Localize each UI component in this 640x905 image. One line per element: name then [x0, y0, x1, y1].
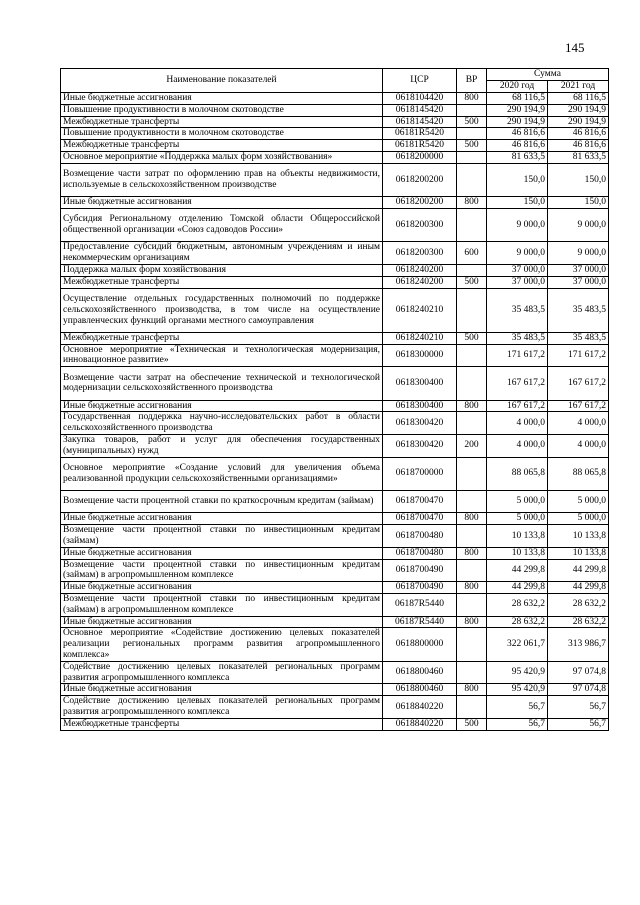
row-sum-2020: 171 617,2	[487, 344, 548, 367]
row-sum-2021: 9 000,0	[548, 242, 609, 265]
row-name: Осуществление отдельных государственных полномочий по поддержке сельскохозяйственного производства, в том числе на осуществление управленческих функций органами местного самоуправления	[61, 288, 383, 332]
row-vr	[457, 594, 487, 617]
table-row	[61, 616, 609, 628]
row-sum-2020: 37 000,0	[487, 276, 548, 288]
row-name: Государственная поддержка научно-исследовательских работ в области сельскохозяйственного производства	[61, 412, 383, 435]
row-name: Закупка товаров, работ и услуг для обеспечения государственных (муниципальных) нужд	[61, 434, 383, 457]
row-vr	[457, 525, 487, 548]
row-sum-2021: 4 000,0	[548, 412, 609, 435]
row-vr: 800	[457, 616, 487, 628]
row-name: Иные бюджетные ассигнования	[61, 582, 383, 594]
row-sum-2021: 4 000,0	[548, 434, 609, 457]
row-name: Основное мероприятие «Техническая и технологическая модернизация, инновационное развитие»	[61, 344, 383, 367]
row-sum-2021: 10 133,8	[548, 525, 609, 548]
row-code: 0618240210	[383, 288, 457, 332]
row-vr	[457, 457, 487, 490]
row-name: Межбюджетные трансферты	[61, 718, 383, 730]
row-code: 06187R5440	[383, 616, 457, 628]
row-sum-2020: 56,7	[487, 718, 548, 730]
row-code: 0618700490	[383, 559, 457, 582]
row-vr: 200	[457, 434, 487, 457]
row-vr	[457, 367, 487, 400]
table-row	[61, 594, 609, 617]
row-vr	[457, 696, 487, 719]
table-row	[61, 513, 609, 525]
table-row	[61, 490, 609, 513]
row-sum-2021: 5 000,0	[548, 513, 609, 525]
row-name: Иные бюджетные ассигнования	[61, 547, 383, 559]
row-code: 0618700000	[383, 457, 457, 490]
row-code: 0618240200	[383, 276, 457, 288]
table-row	[61, 128, 609, 140]
row-name: Основное мероприятие «Содействие достижению целевых показателей реализации региональных программ развития агропромышленного комплекса»	[61, 628, 383, 661]
row-code: 0618800000	[383, 628, 457, 661]
row-name: Возмещение части процентной ставки по инвестиционным кредитам (займам) в агропромышленном комплексе	[61, 559, 383, 582]
row-code: 0618200300	[383, 208, 457, 241]
row-sum-2021: 68 116,5	[548, 93, 609, 105]
row-vr: 800	[457, 684, 487, 696]
header-sum: Сумма	[487, 69, 609, 81]
row-name: Иные бюджетные ассигнования	[61, 684, 383, 696]
row-sum-2020: 9 000,0	[487, 208, 548, 241]
row-sum-2020: 150,0	[487, 197, 548, 209]
row-name: Иные бюджетные ассигнования	[61, 513, 383, 525]
row-name: Иные бюджетные ассигнования	[61, 400, 383, 412]
row-sum-2020: 4 000,0	[487, 412, 548, 435]
row-vr: 500	[457, 718, 487, 730]
row-sum-2020: 290 194,9	[487, 116, 548, 128]
row-sum-2020: 44 299,8	[487, 559, 548, 582]
header-year-2020: 2020 год	[487, 81, 548, 93]
row-name: Межбюджетные трансферты	[61, 140, 383, 152]
table-row	[61, 547, 609, 559]
row-vr	[457, 264, 487, 276]
row-sum-2020: 10 133,8	[487, 525, 548, 548]
row-code: 0618700480	[383, 525, 457, 548]
table-row	[61, 264, 609, 276]
row-code: 06181R5420	[383, 140, 457, 152]
row-vr	[457, 559, 487, 582]
row-name: Предоставление субсидий бюджетным, автономным учреждениям и иным некоммерческим организациям	[61, 242, 383, 265]
row-vr: 500	[457, 276, 487, 288]
row-sum-2021: 10 133,8	[548, 547, 609, 559]
row-sum-2020: 56,7	[487, 696, 548, 719]
row-sum-2020: 5 000,0	[487, 513, 548, 525]
row-name: Возмещение части затрат по оформлению прав на объекты недвижимости, используемые в сельскохозяйственном производстве	[61, 163, 383, 196]
row-sum-2020: 95 420,9	[487, 661, 548, 684]
row-sum-2020: 322 061,7	[487, 628, 548, 661]
table-row	[61, 208, 609, 241]
table-row	[61, 242, 609, 265]
row-vr: 800	[457, 197, 487, 209]
table-row	[61, 288, 609, 332]
table-row	[61, 412, 609, 435]
row-name: Содействие достижению целевых показателей региональных программ развития агропромышленного комплекса	[61, 696, 383, 719]
table-row	[61, 628, 609, 661]
row-sum-2020: 10 133,8	[487, 547, 548, 559]
row-vr: 800	[457, 582, 487, 594]
row-code: 0618700480	[383, 547, 457, 559]
row-sum-2021: 290 194,9	[548, 116, 609, 128]
table-row	[61, 140, 609, 152]
row-vr	[457, 163, 487, 196]
row-sum-2021: 97 074,8	[548, 684, 609, 696]
row-code: 0618800460	[383, 661, 457, 684]
row-code: 06181R5420	[383, 128, 457, 140]
row-sum-2020: 46 816,6	[487, 140, 548, 152]
row-sum-2020: 37 000,0	[487, 264, 548, 276]
row-sum-2021: 150,0	[548, 163, 609, 196]
row-vr	[457, 344, 487, 367]
row-vr: 600	[457, 242, 487, 265]
row-sum-2020: 28 632,2	[487, 594, 548, 617]
row-vr	[457, 490, 487, 513]
row-vr: 800	[457, 93, 487, 105]
row-vr	[457, 412, 487, 435]
row-name: Основное мероприятие «Создание условий для увеличения объема реализованной продукции сельскохозяйственными организациями»	[61, 457, 383, 490]
table-row	[61, 197, 609, 209]
row-vr: 500	[457, 140, 487, 152]
row-sum-2021: 313 986,7	[548, 628, 609, 661]
table-row	[61, 104, 609, 116]
row-code: 0618840220	[383, 718, 457, 730]
row-sum-2020: 95 420,9	[487, 684, 548, 696]
row-code: 0618200000	[383, 151, 457, 163]
row-sum-2021: 37 000,0	[548, 276, 609, 288]
table-row	[61, 400, 609, 412]
row-sum-2020: 68 116,5	[487, 93, 548, 105]
row-code: 0618700470	[383, 490, 457, 513]
row-code: 06187R5440	[383, 594, 457, 617]
row-name: Субсидия Региональному отделению Томской области Общероссийской общественной организации «Союз садоводов России»	[61, 208, 383, 241]
row-name: Повышение продуктивности в молочном скотоводстве	[61, 128, 383, 140]
row-name: Возмещение части процентной ставки по краткосрочным кредитам (займам)	[61, 490, 383, 513]
row-name: Иные бюджетные ассигнования	[61, 93, 383, 105]
row-vr	[457, 151, 487, 163]
row-sum-2021: 46 816,6	[548, 140, 609, 152]
row-sum-2021: 167 617,2	[548, 367, 609, 400]
row-sum-2020: 46 816,6	[487, 128, 548, 140]
row-name: Поддержка малых форм хозяйствования	[61, 264, 383, 276]
row-name: Повышение продуктивности в молочном скотоводстве	[61, 104, 383, 116]
row-name: Возмещение части процентной ставки по инвестиционным кредитам (займам)	[61, 525, 383, 548]
row-vr	[457, 661, 487, 684]
table-body	[61, 93, 609, 731]
header-code: ЦСР	[383, 69, 457, 93]
row-name: Возмещение части процентной ставки по инвестиционным кредитам (займам) в агропромышленном комплексе	[61, 594, 383, 617]
row-sum-2020: 167 617,2	[487, 367, 548, 400]
row-sum-2020: 35 483,5	[487, 332, 548, 344]
row-sum-2021: 56,7	[548, 696, 609, 719]
row-code: 0618300400	[383, 367, 457, 400]
row-sum-2021: 150,0	[548, 197, 609, 209]
table-row	[61, 457, 609, 490]
row-vr	[457, 628, 487, 661]
table-row	[61, 696, 609, 719]
row-vr	[457, 128, 487, 140]
row-sum-2021: 5 000,0	[548, 490, 609, 513]
table-row	[61, 163, 609, 196]
row-name: Межбюджетные трансферты	[61, 276, 383, 288]
row-code: 0618104420	[383, 93, 457, 105]
row-name: Возмещение части затрат на обеспечение технической и технологической модернизации сельскохозяйственного производства	[61, 367, 383, 400]
row-vr: 500	[457, 332, 487, 344]
row-name: Межбюджетные трансферты	[61, 116, 383, 128]
row-sum-2021: 167 617,2	[548, 400, 609, 412]
table-row	[61, 151, 609, 163]
page-number: 145	[565, 40, 585, 55]
row-sum-2021: 28 632,2	[548, 616, 609, 628]
row-sum-2020: 150,0	[487, 163, 548, 196]
row-code: 0618145420	[383, 104, 457, 116]
table-row	[61, 276, 609, 288]
row-code: 0618145420	[383, 116, 457, 128]
table-row	[61, 434, 609, 457]
row-sum-2020: 88 065,8	[487, 457, 548, 490]
row-code: 0618200300	[383, 242, 457, 265]
row-code: 0618300420	[383, 412, 457, 435]
row-sum-2021: 28 632,2	[548, 594, 609, 617]
row-code: 0618200200	[383, 197, 457, 209]
row-name: Основное мероприятие «Поддержка малых форм хозяйствования»	[61, 151, 383, 163]
row-sum-2021: 88 065,8	[548, 457, 609, 490]
row-code: 0618300420	[383, 434, 457, 457]
row-sum-2021: 81 633,5	[548, 151, 609, 163]
table-row	[61, 525, 609, 548]
row-code: 0618840220	[383, 696, 457, 719]
row-sum-2021: 35 483,5	[548, 288, 609, 332]
row-sum-2021: 56,7	[548, 718, 609, 730]
row-sum-2021: 44 299,8	[548, 559, 609, 582]
table-row	[61, 332, 609, 344]
row-sum-2021: 44 299,8	[548, 582, 609, 594]
row-sum-2021: 35 483,5	[548, 332, 609, 344]
row-sum-2020: 167 617,2	[487, 400, 548, 412]
table-row	[61, 116, 609, 128]
row-sum-2021: 9 000,0	[548, 208, 609, 241]
row-sum-2021: 37 000,0	[548, 264, 609, 276]
row-vr: 500	[457, 116, 487, 128]
row-code: 0618800460	[383, 684, 457, 696]
row-code: 0618240200	[383, 264, 457, 276]
table-row	[61, 559, 609, 582]
row-sum-2020: 44 299,8	[487, 582, 548, 594]
table-row	[61, 582, 609, 594]
row-vr: 800	[457, 513, 487, 525]
table-row	[61, 718, 609, 730]
row-vr: 800	[457, 547, 487, 559]
row-vr	[457, 104, 487, 116]
table-row	[61, 684, 609, 696]
table-row	[61, 367, 609, 400]
table-header	[61, 69, 609, 93]
row-code: 0618300000	[383, 344, 457, 367]
row-code: 0618700490	[383, 582, 457, 594]
row-sum-2021: 46 816,6	[548, 128, 609, 140]
row-sum-2020: 81 633,5	[487, 151, 548, 163]
row-code: 0618300400	[383, 400, 457, 412]
table-row	[61, 93, 609, 105]
header-year-2021: 2021 год	[548, 81, 609, 93]
row-sum-2021: 171 617,2	[548, 344, 609, 367]
row-sum-2020: 9 000,0	[487, 242, 548, 265]
header-vr: ВР	[457, 69, 487, 93]
row-sum-2021: 97 074,8	[548, 661, 609, 684]
row-name: Иные бюджетные ассигнования	[61, 616, 383, 628]
row-code: 0618240210	[383, 332, 457, 344]
row-vr	[457, 288, 487, 332]
header-name: Наименование показателей	[61, 69, 383, 93]
table-row	[61, 344, 609, 367]
row-sum-2020: 4 000,0	[487, 434, 548, 457]
row-name: Иные бюджетные ассигнования	[61, 197, 383, 209]
row-code: 0618200200	[383, 163, 457, 196]
budget-table	[60, 68, 609, 731]
row-sum-2020: 5 000,0	[487, 490, 548, 513]
row-vr: 800	[457, 400, 487, 412]
row-sum-2020: 290 194,9	[487, 104, 548, 116]
table-row	[61, 661, 609, 684]
row-sum-2020: 28 632,2	[487, 616, 548, 628]
row-code: 0618700470	[383, 513, 457, 525]
row-vr	[457, 208, 487, 241]
row-sum-2021: 290 194,9	[548, 104, 609, 116]
row-sum-2020: 35 483,5	[487, 288, 548, 332]
row-name: Межбюджетные трансферты	[61, 332, 383, 344]
row-name: Содействие достижению целевых показателей региональных программ развития агропромышленного комплекса	[61, 661, 383, 684]
